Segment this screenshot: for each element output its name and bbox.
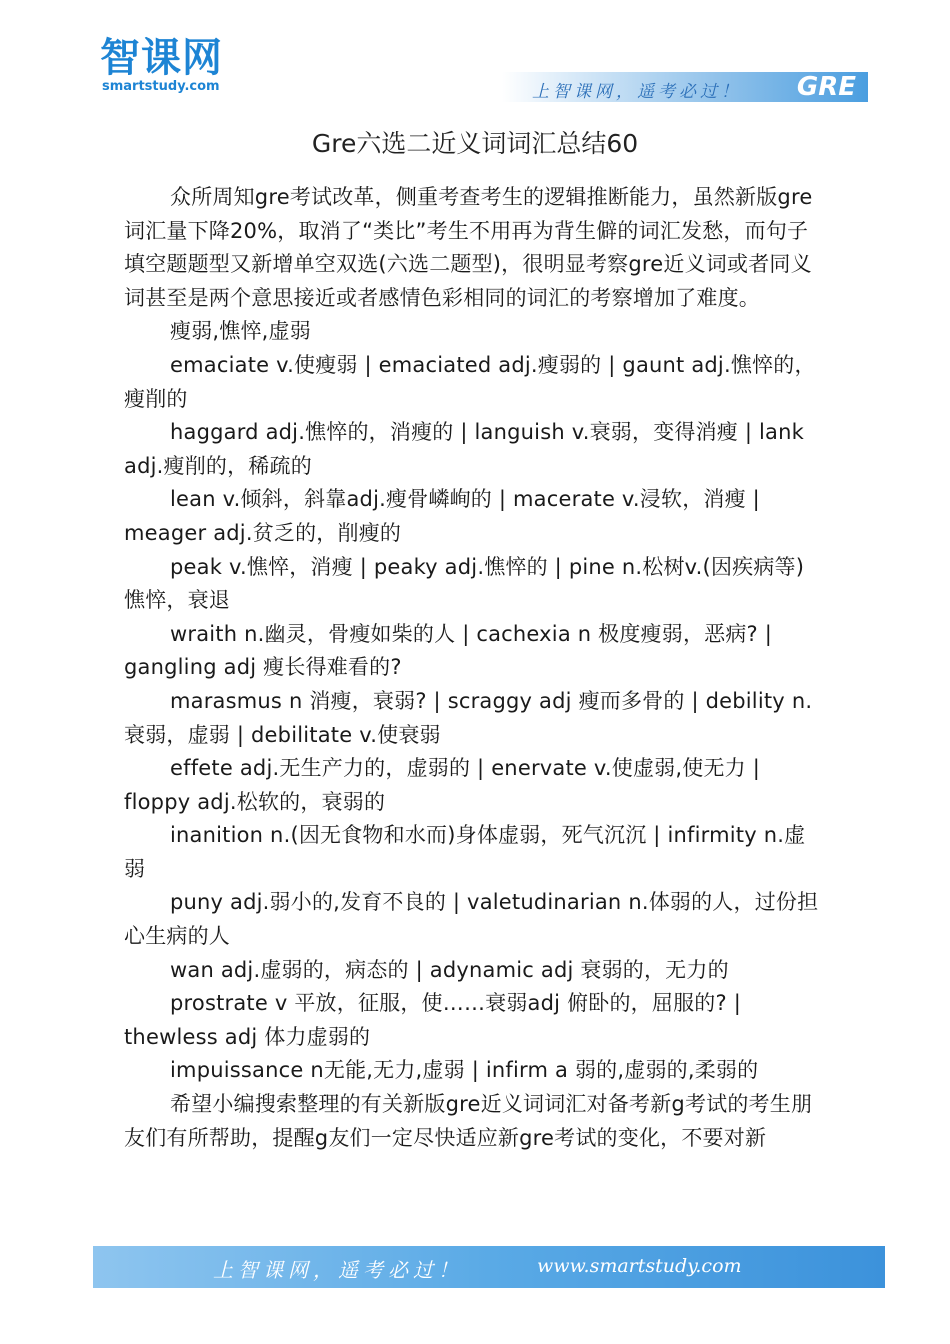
vocab-paragraph: emaciate v.使瘦弱 | emaciated adj.瘦弱的 | gaunt adj.憔悴的，瘦削的: [124, 352, 816, 411]
logo-chinese-text: 智课网: [100, 35, 223, 81]
document-body: [124, 181, 824, 1155]
vocab-paragraph: impuissance n无能,无力,虚弱 | infirm a 弱的,虚弱的,柔弱的: [170, 1058, 759, 1083]
vocab-paragraph: prostrate v 平放，征服，使……衰弱adj 俯卧的，屈服的? | thewless adj 体力虚弱的: [124, 991, 741, 1049]
vocab-paragraph: wraith n.幽灵，骨瘦如柴的人 | cachexia n 极度瘦弱，恶病? | gangling adj 瘦长得难看的?: [124, 621, 773, 680]
vocab-paragraph: wan adj.虚弱的，病态的 | adynamic adj 衰弱的，无力的: [170, 957, 729, 982]
header-slogan: 上智课网，遥考必过！: [532, 82, 742, 102]
page-title: Gre六选二近义词词汇总结60: [311, 129, 639, 158]
intro-paragraph: 众所周知gre考试改革，侧重考查考生的逻辑推断能力，虽然新版gre词汇量下降20%，取消了“类比”考生不用再为背生僻的词汇发愁，而句子填空题题型又新增单空双选(六选二题型)，很明显考察gre近义词或者同义词甚至是两个意思接近或者感情色彩相同的词汇的考察增加了难度。: [124, 185, 813, 310]
footer-slogan: 上智课网，遥考必过！: [213, 1258, 463, 1282]
vocab-paragraph: lean v.倾斜，斜靠adj.瘦骨嶙峋的 | macerate v.浸软，消瘦 | meager adj.贫乏的，削瘦的: [124, 487, 760, 545]
vocab-paragraph: effete adj.无生产力的，虚弱的 | enervate v.使虚弱,使无力 | floppy adj.松软的，衰弱的: [124, 756, 760, 814]
section-heading: 瘦弱,憔悴,虚弱: [170, 319, 311, 344]
vocab-paragraph: haggard adj.憔悴的，消瘦的 | languish v.衰弱，变得消瘦 | lank adj.瘦削的，稀疏的: [124, 420, 804, 478]
footer-url: www.smartstudy.com: [537, 1255, 742, 1277]
footer-banner: [93, 1246, 885, 1288]
header-banner: [502, 72, 868, 102]
logo-domain-text: smartstudy.com: [102, 79, 220, 94]
vocab-paragraph: puny adj.弱小的,发育不良的 | valetudinarian n.体弱的人，过份担心生病的人: [124, 890, 819, 949]
header-gre-tag: GRE: [796, 72, 856, 102]
vocab-paragraph: inanition n.(因无食物和水而)身体虚弱，死气沉沉 | infirmity n.虚弱: [124, 823, 806, 881]
smartstudy-logo: [100, 36, 260, 100]
closing-paragraph: 希望小编搜索整理的有关新版gre近义词词汇对备考新g考试的考生朋友们有所帮助，提醒g友们一定尽快适应新gre考试的变化，不要对新: [124, 1092, 813, 1150]
vocab-paragraph: marasmus n 消瘦，衰弱? | scraggy adj 瘦而多骨的 | debility n.衰弱，虚弱 | debilitate v.使衰弱: [124, 688, 813, 747]
vocab-paragraph: peak v.憔悴，消瘦 | peaky adj.憔悴的 | pine n.松树v.(因疾病等)憔悴，衰退: [124, 554, 805, 613]
